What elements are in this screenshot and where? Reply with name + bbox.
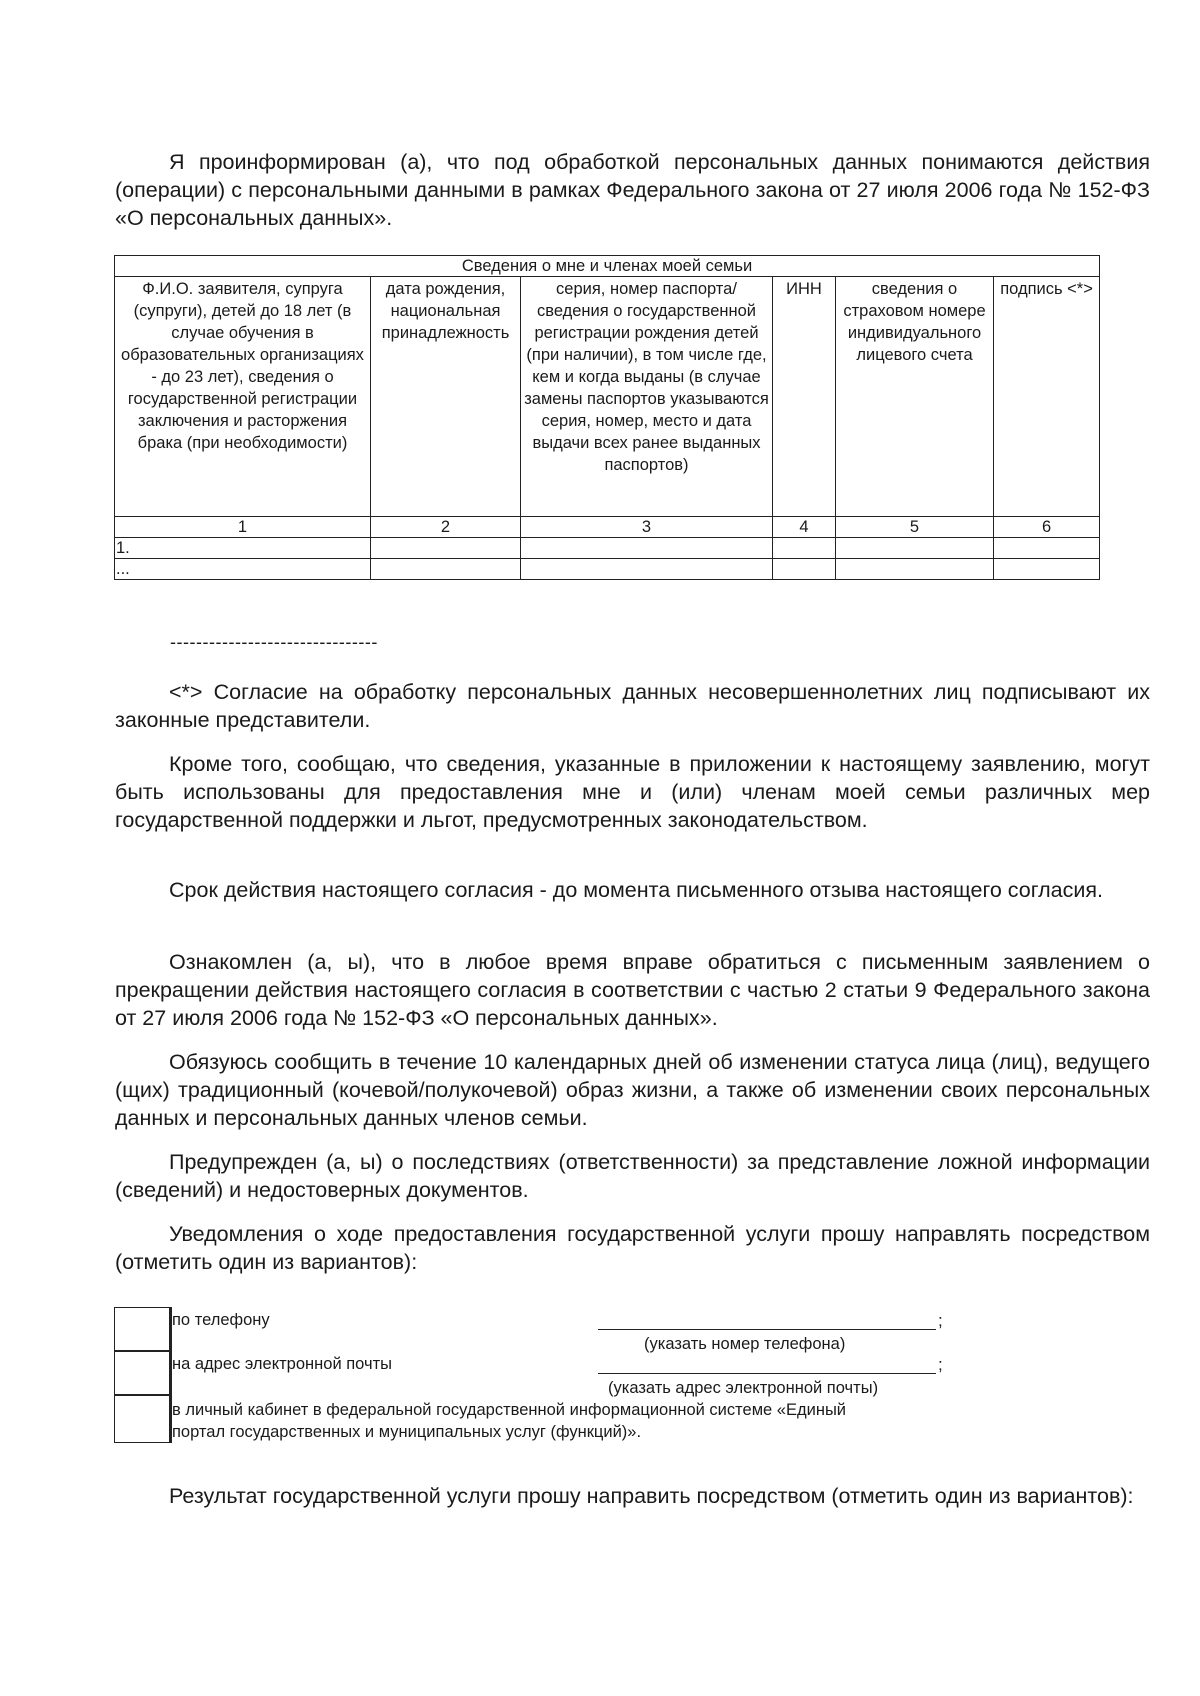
column-number: 4 (773, 517, 836, 538)
column-number: 6 (994, 517, 1100, 538)
phone-checkbox[interactable] (114, 1307, 170, 1351)
footnote-text: <*> Согласие на обработку персональных данных несовершеннолетних лиц подписывают их законные представители. (115, 680, 1150, 732)
column-number-row (115, 517, 1100, 538)
table-cell[interactable] (994, 538, 1100, 559)
table-cell[interactable] (521, 538, 773, 559)
table-cell[interactable] (773, 538, 836, 559)
header-inn: ИНН (773, 277, 836, 517)
column-number: 5 (836, 517, 994, 538)
column-number: 2 (371, 517, 521, 538)
row-index: 1. (115, 538, 371, 559)
table-cell[interactable] (836, 538, 994, 559)
email-input-line[interactable] (598, 1353, 936, 1374)
table-cell[interactable] (836, 559, 994, 580)
notification-options (114, 1307, 974, 1447)
table-cell[interactable] (371, 538, 521, 559)
email-hint: (указать адрес электронной почты) (608, 1379, 879, 1397)
family-info-table (114, 255, 1100, 580)
table-header-row (115, 277, 1100, 517)
column-number: 1 (115, 517, 371, 538)
phone-hint: (указать номер телефона) (644, 1335, 846, 1353)
header-birthdate: дата рождения, национальная принадлежность (371, 277, 521, 517)
portal-checkbox[interactable] (114, 1395, 170, 1443)
table-row (115, 559, 1100, 580)
paragraph-result-method: Результат государственной услуги прошу направить посредством (отметить один из вариантов): (169, 1484, 1134, 1508)
table-row (115, 538, 1100, 559)
footnote-separator: -------------------------------- (170, 632, 378, 652)
header-snils: сведения о страховом номере индивидуального лицевого счета (836, 277, 994, 517)
paragraph-data-usage: Кроме того, сообщаю, что сведения, указанные в приложении к настоящему заявлению, могут быть использованы для предоставления мне и (или) членам моей семьи различных мер государственной поддержки и льгот, предусмотренных законодательством. (115, 752, 1150, 832)
header-signature: подпись <*> (994, 277, 1100, 517)
row-index: ... (115, 559, 371, 580)
table-cell[interactable] (521, 559, 773, 580)
paragraph-warning: Предупрежден (а, ы) о последствиях (ответственности) за представление ложной информации (сведений) и недостоверных документов. (115, 1150, 1150, 1202)
header-passport: серия, номер паспорта/сведения о государственной регистрации рождения детей (при наличии), в том числе где, кем и когда выданы (в случае замены паспортов указываются серия, номер, место и дата выдачи всех ранее выданных паспортов) (521, 277, 773, 517)
phone-option-label: по телефону (172, 1311, 270, 1329)
portal-option-label: портал государственных и муниципальных услуг (функций)». (172, 1423, 642, 1441)
portal-option-label: в личный кабинет в федеральной государственной информационной системе «Единый (172, 1401, 847, 1419)
phone-semicolon: ; (938, 1311, 943, 1330)
column-number: 3 (521, 517, 773, 538)
header-fio: Ф.И.О. заявителя, супруга (супруги), детей до 18 лет (в случае обучения в образовательных организациях - до 23 лет), сведения о государственной регистрации заключения и расторжения брака (при необходимости) (115, 277, 371, 517)
paragraph-processing-definition: Я проинформирован (а), что под обработкой персональных данных понимаются действия (операции) с персональными данными в рамках Федерального закона от 27 июля 2006 года № 152-ФЗ «О персональных данных». (115, 150, 1150, 230)
paragraph-notification-method: Уведомления о ходе предоставления государственной услуги прошу направлять посредством (отметить один из вариантов): (115, 1222, 1150, 1274)
phone-input-line[interactable] (598, 1309, 936, 1330)
paragraph-status-change: Обязуюсь сообщить в течение 10 календарных дней об изменении статуса лица (лиц), ведущего (щих) традиционный (кочевой/полукочевой) образ жизни, а также об изменении своих персональных данных и персональных данных членов семьи. (115, 1050, 1150, 1130)
email-checkbox[interactable] (114, 1351, 170, 1395)
paragraph-revocation: Ознакомлен (а, ы), что в любое время вправе обратиться с письменным заявлением о прекращении действия настоящего согласия в соответствии с частью 2 статьи 9 Федерального закона от 27 июля 2006 года № 152-ФЗ «О персональных данных». (115, 950, 1150, 1030)
paragraph-validity-term: Срок действия настоящего согласия - до момента письменного отзыва настоящего согласия. (169, 878, 1103, 902)
email-option-label: на адрес электронной почты (172, 1355, 393, 1373)
table-title: Сведения о мне и членах моей семьи (115, 256, 1100, 277)
table-cell[interactable] (371, 559, 521, 580)
table-cell[interactable] (994, 559, 1100, 580)
email-semicolon: ; (938, 1355, 943, 1374)
table-cell[interactable] (773, 559, 836, 580)
